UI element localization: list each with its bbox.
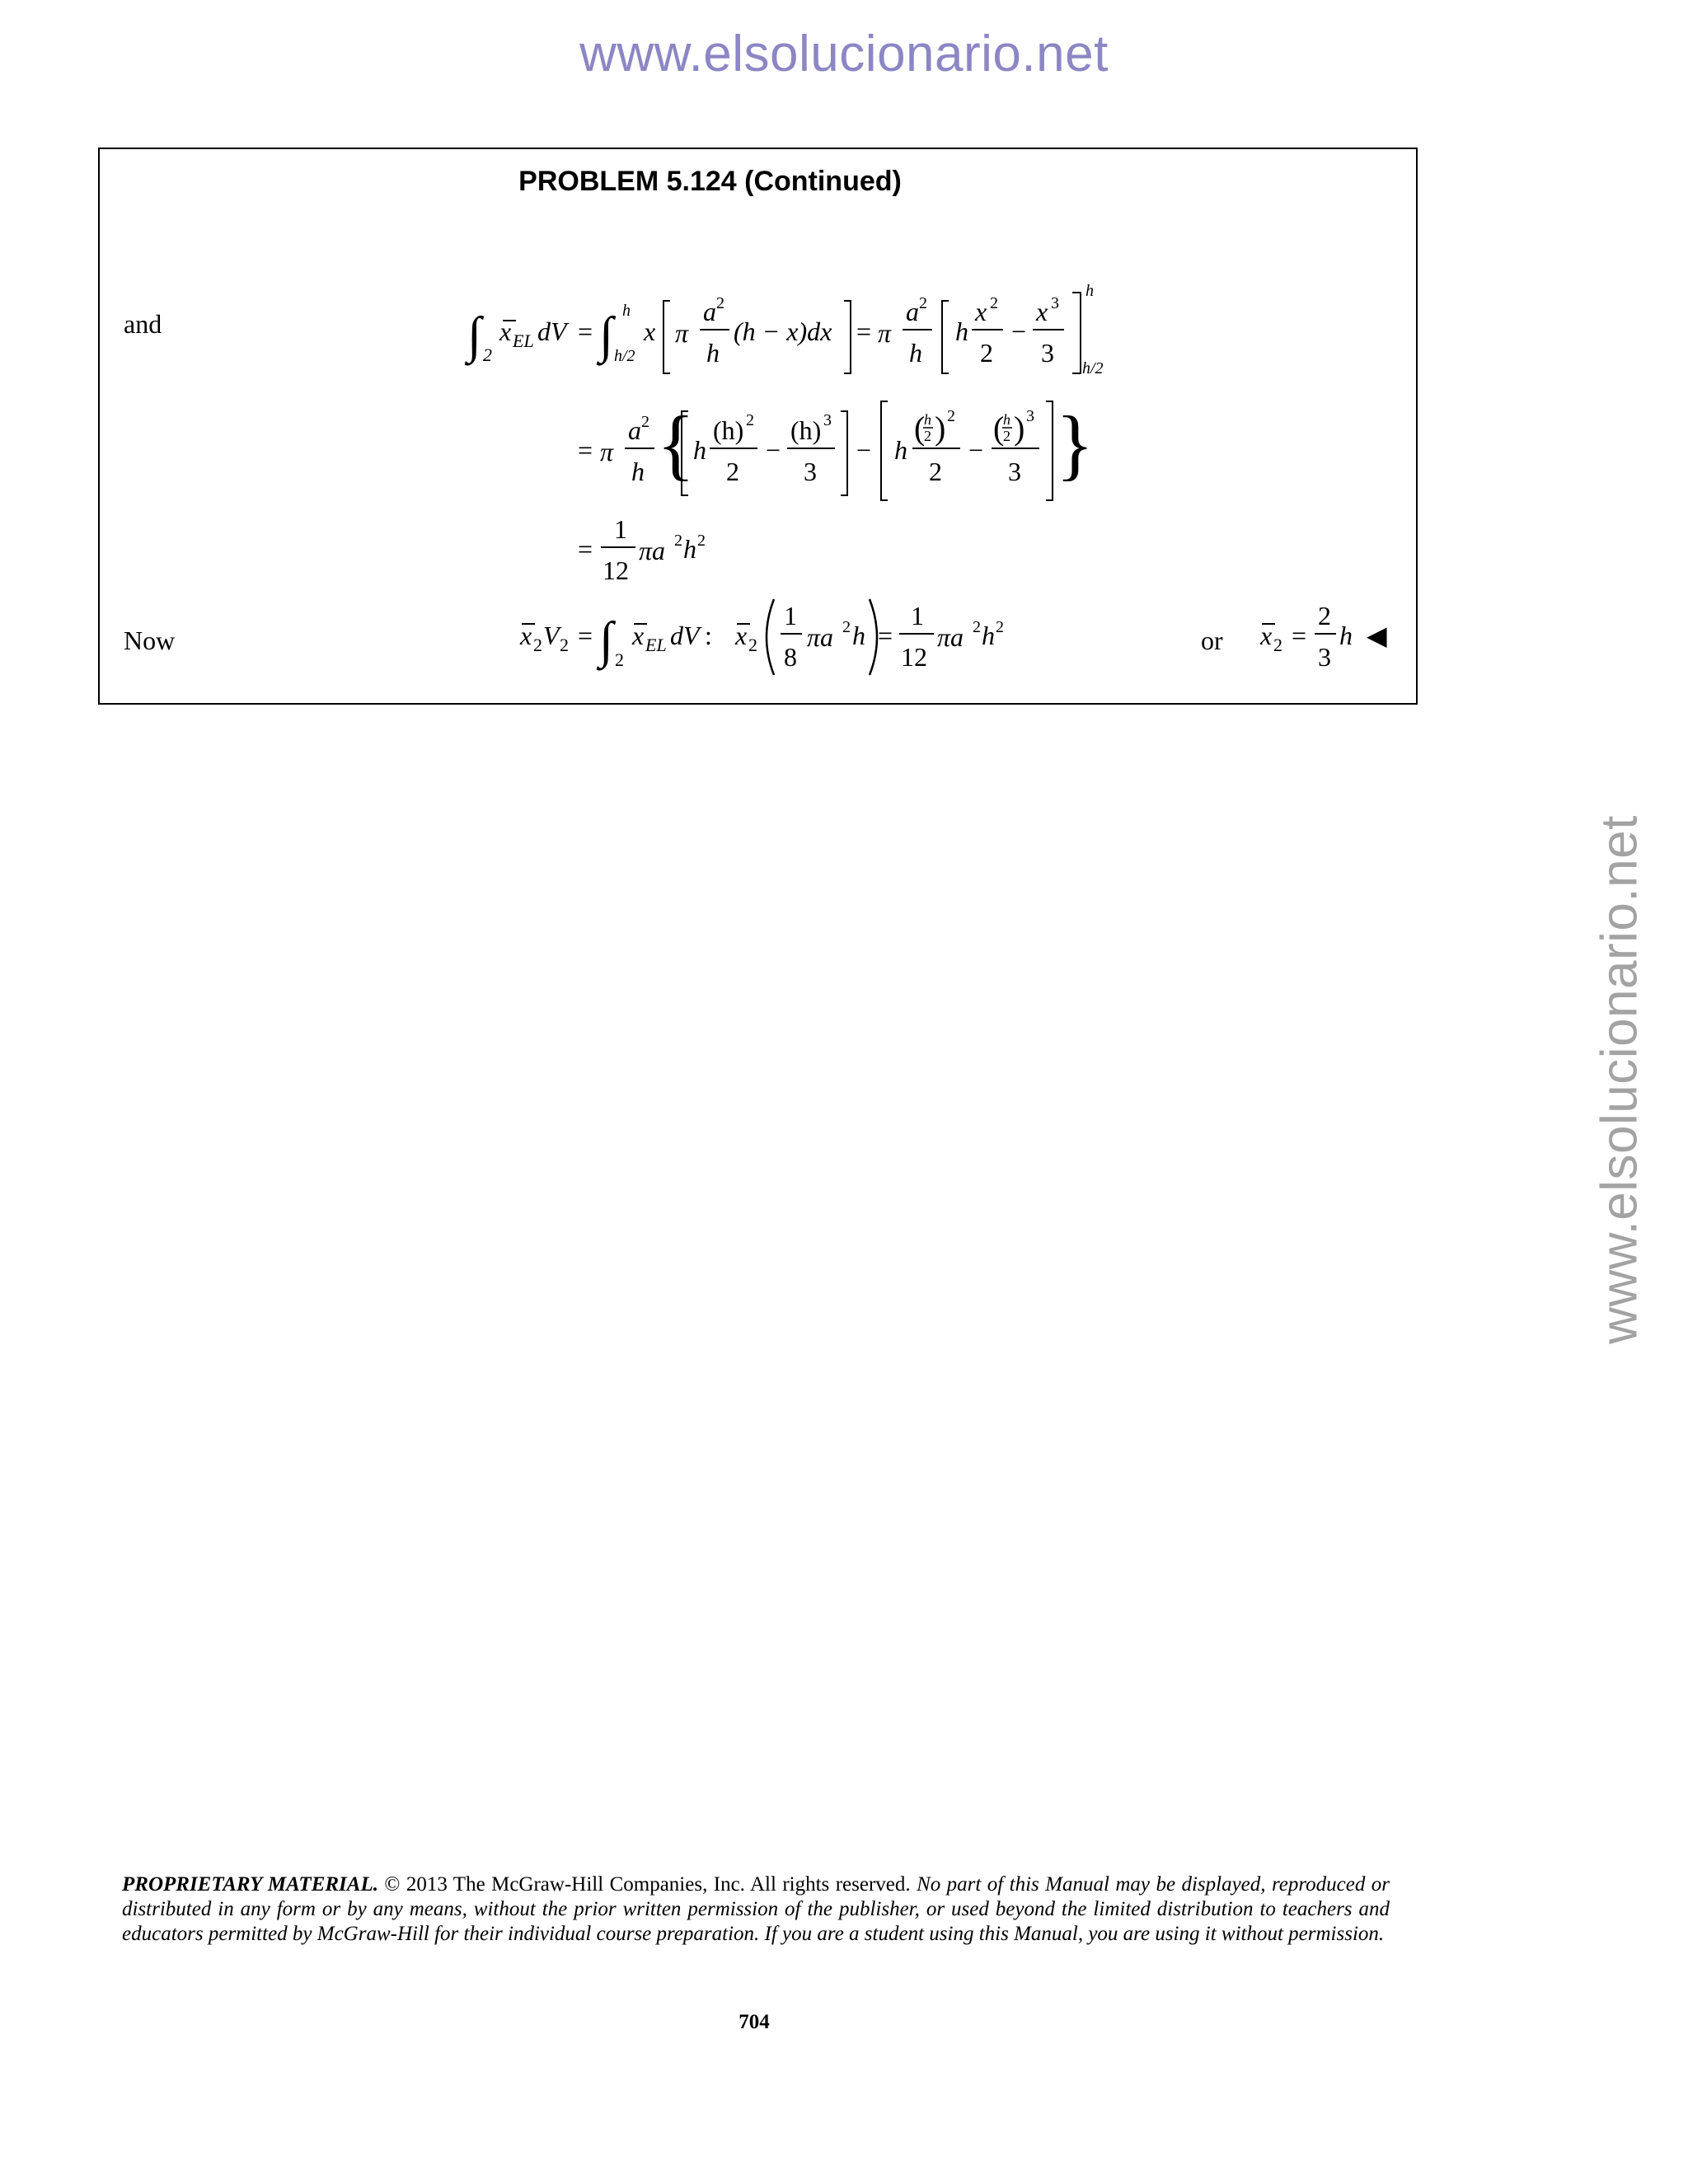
svg-text:EL: EL <box>645 635 667 655</box>
svg-text:(h): (h) <box>713 415 744 445</box>
svg-text:2: 2 <box>980 338 993 368</box>
svg-text:2: 2 <box>746 411 754 429</box>
svg-text:a: a <box>703 297 716 326</box>
svg-text:1: 1 <box>614 514 627 544</box>
svg-text:2: 2 <box>641 413 649 431</box>
svg-text:x: x <box>1036 297 1048 326</box>
svg-text:2: 2 <box>726 457 739 486</box>
svg-text:2: 2 <box>929 457 942 486</box>
watermark-side: www.elsolucionario.net <box>1591 815 1648 1344</box>
svg-text:2: 2 <box>560 635 569 655</box>
svg-text:−: − <box>856 435 872 465</box>
solution-box <box>98 148 1418 705</box>
svg-text:): ) <box>1014 410 1025 447</box>
svg-text:3: 3 <box>1041 338 1054 368</box>
svg-text:∫: ∫ <box>599 612 613 668</box>
svg-text:h: h <box>894 435 907 465</box>
svg-text:1: 1 <box>784 601 797 630</box>
svg-text:3: 3 <box>804 457 817 486</box>
svg-text:V: V <box>543 621 560 650</box>
svg-text:∫: ∫ <box>599 307 613 363</box>
svg-text:2: 2 <box>1318 601 1331 630</box>
svg-text:2: 2 <box>1003 428 1010 444</box>
svg-text:8: 8 <box>784 642 797 672</box>
svg-text:3: 3 <box>823 411 832 429</box>
svg-text:1: 1 <box>911 601 924 630</box>
svg-text:{: { <box>657 400 696 488</box>
watermark-top: www.elsolucionario.net <box>579 26 1109 82</box>
svg-text:x: x <box>735 621 748 650</box>
svg-text:h: h <box>909 338 922 368</box>
svg-text:x: x <box>1260 621 1273 650</box>
svg-text:(h): (h) <box>790 415 822 445</box>
svg-text:12: 12 <box>603 555 629 585</box>
svg-text:x: x <box>644 316 656 346</box>
svg-text:dV: dV <box>670 621 700 650</box>
svg-text:x: x <box>499 316 512 346</box>
svg-text:2: 2 <box>924 428 931 444</box>
footer-text: © 2013 The McGraw-Hill Companies, Inc. All rights reserved. <box>377 1873 917 1896</box>
copyright-footer <box>122 1872 1390 1947</box>
final-result <box>100 149 1419 706</box>
svg-text:h: h <box>1003 411 1010 428</box>
footer-italic: No part of this Manual may be displayed, reproduced or distributed in any form or by any means, without the prior written permission of the publisher, or used beyond the limited distribution to teachers and educators permitted by McGraw-Hill for their individual course preparation. If you are a student using this Manual, you are using it without permission. <box>122 1873 1390 1945</box>
svg-text:−: − <box>1011 316 1027 346</box>
svg-text:h: h <box>924 411 931 428</box>
svg-text::: : <box>705 621 712 650</box>
svg-text:x: x <box>632 621 645 650</box>
svg-text:∫: ∫ <box>467 307 481 363</box>
svg-text:2: 2 <box>990 294 998 312</box>
svg-text:x: x <box>975 297 987 326</box>
svg-text:3: 3 <box>1051 294 1059 312</box>
svg-text:2: 2 <box>615 649 624 670</box>
svg-text:a: a <box>906 297 919 326</box>
svg-text:h: h <box>683 534 696 564</box>
svg-text:(: ( <box>993 410 1005 447</box>
svg-text:2: 2 <box>748 635 757 655</box>
svg-text:h: h <box>955 316 968 346</box>
svg-text:=: = <box>856 316 872 346</box>
problem-title: PROBLEM 5.124 (Continued) <box>518 166 902 197</box>
svg-text:=: = <box>1292 621 1307 650</box>
svg-text:h: h <box>982 621 995 650</box>
svg-text:=: = <box>578 435 593 465</box>
svg-text:(h − x)dx: (h − x)dx <box>734 316 832 346</box>
svg-text:EL: EL <box>513 330 534 351</box>
label-and: and <box>124 309 162 339</box>
svg-text:=: = <box>878 621 893 650</box>
svg-text:h: h <box>1085 282 1094 300</box>
svg-text:π: π <box>600 437 614 466</box>
page-number: 704 <box>738 2011 770 2033</box>
svg-text:3: 3 <box>1318 642 1331 672</box>
result-or: or <box>1201 626 1223 655</box>
svg-text:2: 2 <box>1273 635 1282 655</box>
svg-text:h: h <box>693 435 706 465</box>
svg-text:h: h <box>852 621 865 650</box>
svg-text:x: x <box>520 621 532 650</box>
svg-text:2: 2 <box>674 532 682 550</box>
svg-text:=: = <box>578 621 593 650</box>
svg-text:2: 2 <box>919 294 927 312</box>
svg-text:π: π <box>675 318 689 348</box>
svg-text:πa: πa <box>639 536 666 565</box>
svg-text:2: 2 <box>842 618 851 636</box>
svg-text:2: 2 <box>533 635 542 655</box>
svg-text:3: 3 <box>1008 457 1021 486</box>
svg-text:2: 2 <box>973 618 981 636</box>
svg-text:h: h <box>706 338 720 368</box>
footer-bold: PROPRIETARY MATERIAL. <box>122 1873 378 1896</box>
svg-text:2: 2 <box>996 618 1004 636</box>
svg-text:−: − <box>968 435 984 465</box>
svg-text:h: h <box>631 457 645 486</box>
svg-text:dV: dV <box>537 316 567 346</box>
svg-text:πa: πa <box>937 622 964 652</box>
svg-text:h: h <box>1339 621 1353 650</box>
svg-text:=: = <box>578 316 593 346</box>
svg-text:2: 2 <box>947 407 955 425</box>
svg-text:πa: πa <box>807 622 834 652</box>
svg-text:2: 2 <box>483 344 492 365</box>
svg-text:2: 2 <box>697 532 706 550</box>
svg-text:a: a <box>628 415 641 445</box>
svg-text:3: 3 <box>1026 407 1034 425</box>
svg-text:−: − <box>766 435 781 465</box>
label-now: Now <box>124 626 176 655</box>
svg-text:}: } <box>1056 400 1095 488</box>
svg-text:h/2: h/2 <box>1082 359 1104 377</box>
svg-text:=: = <box>578 534 593 564</box>
svg-text:12: 12 <box>901 642 927 672</box>
svg-text:h: h <box>622 302 631 320</box>
answer-marker-icon: ◀ <box>1367 621 1387 650</box>
svg-text:2: 2 <box>716 294 724 312</box>
svg-text:h/2: h/2 <box>614 347 635 365</box>
svg-text:π: π <box>878 318 892 348</box>
svg-text:): ) <box>935 410 946 447</box>
svg-text:(: ( <box>914 410 926 447</box>
